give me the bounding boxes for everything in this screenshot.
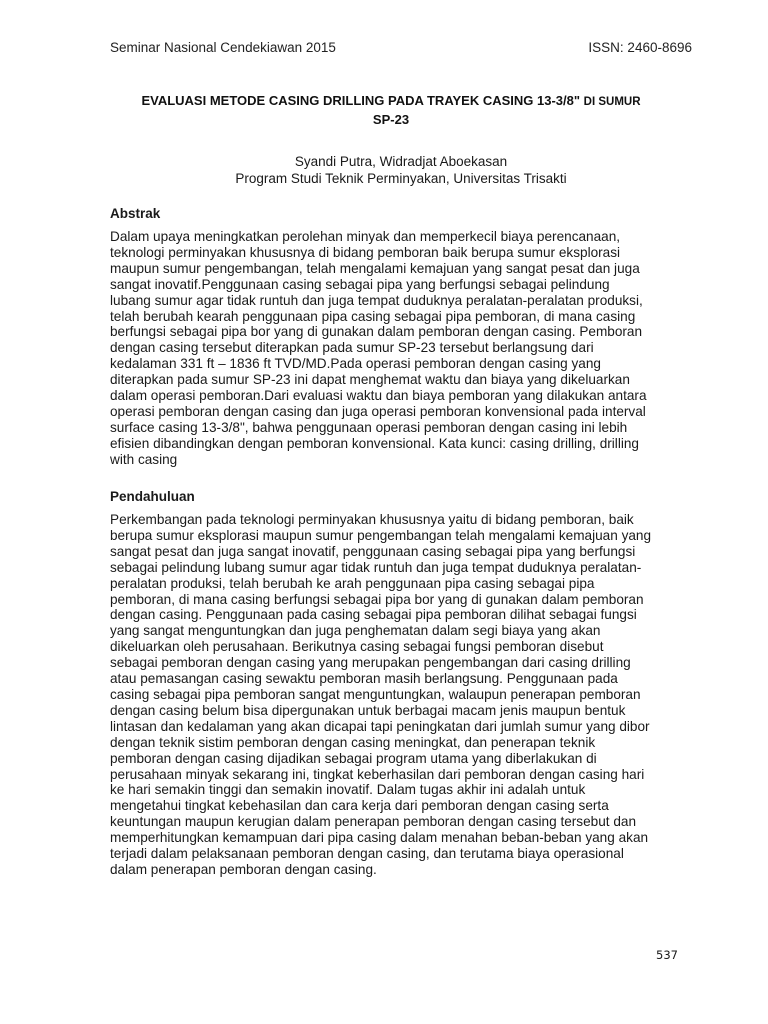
text-line: atau pemasangan casing sewaktu pemboran masih berlangsung. Penggunaan pada <box>110 671 618 687</box>
text-line: sangat pesat dan juga sangat inovatif, penggunaan casing sebagai pipa yang berfungsi <box>110 543 636 559</box>
text-line: telah berubah kearah penggunaan pipa casing sebagai pipa pemboran, di mana casing <box>110 308 636 324</box>
text-line: peralatan produksi, telah berubah ke arah penggunaan pipa casing sebagai pipa <box>110 575 595 591</box>
text-line: memperhitungkan kemampuan dari pipa casing dalam menahan beban-beban yang akan <box>110 830 649 846</box>
text-line: yang sangat menguntungkan dan juga penghematan dalam segi biaya yang akan <box>110 623 601 639</box>
text-line: dengan casing belum bisa dipergunakan untuk berbagai macam jenis maupun bentuk <box>110 702 626 718</box>
text-line: berupa sumur eksplorasi maupun sumur pengembangan telah mengalami kemajuan yang <box>110 527 652 543</box>
text-line: dengan casing tersebut diterapkan pada sumur SP-23 tersebut berlangsung dari <box>110 340 594 356</box>
conference-name: Seminar Nasional Cendekiawan 2015 <box>110 40 336 55</box>
text-line: dalam penerapan pemboran dengan casing. <box>110 861 377 877</box>
text-line: lubang sumur agar tidak runtuh dan juga tempat duduknya peralatan-peralatan produksi, <box>110 292 643 308</box>
paper-title <box>90 92 692 128</box>
text-line: ke hari semakin tinggi dan semakin inovatif. Dalam tugas akhir ini adalah untuk <box>110 782 586 798</box>
text-line: Dalam upaya meningkatkan perolehan minyak dan memperkecil biaya perencanaan, <box>110 229 621 244</box>
text-line: kedalaman 331 ft – 1836 ft TVD/MD.Pada operasi pemboran dengan casing yang <box>110 356 601 372</box>
running-header <box>110 40 692 55</box>
text-line: Perkembangan pada teknologi perminyakan khususnya yaitu di bidang pemboran, baik <box>110 512 634 527</box>
text-line: dengan teknik sistim pemboran dengan casing meningkat, dan penerapan teknik <box>110 734 596 750</box>
text-line: sangat inovatif.Penggunaan casing sebagai pipa yang berfungsi sebagai pelindung <box>110 276 610 292</box>
introduction-body <box>110 512 695 878</box>
text-line: pemboran dengan casing dijadikan sebagai program utama yang diberlakukan di <box>110 750 597 766</box>
text-line: diterapkan pada sumur SP-23 ini dapat menghemat waktu dan biaya yang dikeluarkan <box>110 372 630 388</box>
text-line: efisien dibandingkan dengan pemboran konvensional. Kata kunci: casing drilling, drilling <box>110 435 639 451</box>
text-line: dalam operasi pemboran.Dari evaluasi waktu dan biaya pemboran yang dilakukan antara <box>110 388 647 404</box>
text-line: surface casing 13-3/8", bahwa penggunaan operasi pemboran dengan casing ini lebih <box>110 419 628 435</box>
text-line: teknologi perminyakan khususnya di bidang pemboran baik berupa sumur eksplorasi <box>110 244 621 260</box>
text-line: perusahaan minyak sekarang ini, tingkat keberhasilan dari pemboran dengan casing hari <box>110 766 645 782</box>
text-line: lintasan dan kedalaman yang akan dicapai tapi peningkatan dari jumlah sumur yang dibor <box>110 718 650 734</box>
title-line-2: SP-23 <box>372 112 410 127</box>
page-number: 537 <box>656 948 678 962</box>
text-line: dengan casing. Penggunaan pada casing sebagai pipa pemboran dilihat sebagai fungsi <box>110 607 637 623</box>
text-line: berfungsi sebagai pipa bor yang di gunakan dalam pemboran dengan casing. Pemboran <box>110 324 643 340</box>
author-names: Syandi Putra, Widradjat Aboekasan <box>294 154 508 169</box>
title-line-1-suffix: DI SUMUR <box>583 96 641 108</box>
text-line: pemboran, di mana casing berfungsi sebagai pipa bor yang di gunakan dalam pemboran <box>110 591 644 607</box>
text-line: terjadi dalam pelaksanaan pemboran dengan casing, dan terutama biaya operasional <box>110 846 624 862</box>
text-line: sebagai pelindung lubang sumur agar tidak runtuh dan juga tempat duduknya peralatan- <box>110 559 642 575</box>
issn: ISSN: 2460-8696 <box>588 40 692 55</box>
text-line: with casing <box>110 451 178 467</box>
text-line: operasi pemboran dengan casing dan juga operasi pemboran konvensional pada interval <box>110 403 646 419</box>
abstract-heading: Abstrak <box>110 206 161 221</box>
text-line: sebagai pemboran dengan casing yang merupakan pengembangan dari casing drilling <box>110 655 631 671</box>
text-line: casing sebagai pipa pemboran sangat menguntungkan, walaupun penerapan pemboran <box>110 686 641 702</box>
text-line: mengetahui tingkat kebehasilan dan cara kerja dari pemboran dengan casing serta <box>110 798 609 814</box>
introduction-heading: Pendahuluan <box>110 489 195 504</box>
author-affiliation: Program Studi Teknik Perminyakan, Universitas Trisakti <box>235 171 567 186</box>
text-line: keuntungan maupun kerugian dalam penerapan pemboran dengan casing tersebut dan <box>110 814 637 830</box>
text-line: maupun sumur pengembangan, telah mengalami kemajuan yang sangat pesat dan juga <box>110 260 640 276</box>
text-line: dikeluarkan oleh perusahaan. Berikutnya casing sebagai fungsi pemboran disebut <box>110 639 604 655</box>
title-line-1: EVALUASI METODE CASING DRILLING PADA TRAYEK CASING 13-3/8" <box>141 93 581 108</box>
abstract-body <box>110 229 695 468</box>
author-block <box>110 153 692 187</box>
